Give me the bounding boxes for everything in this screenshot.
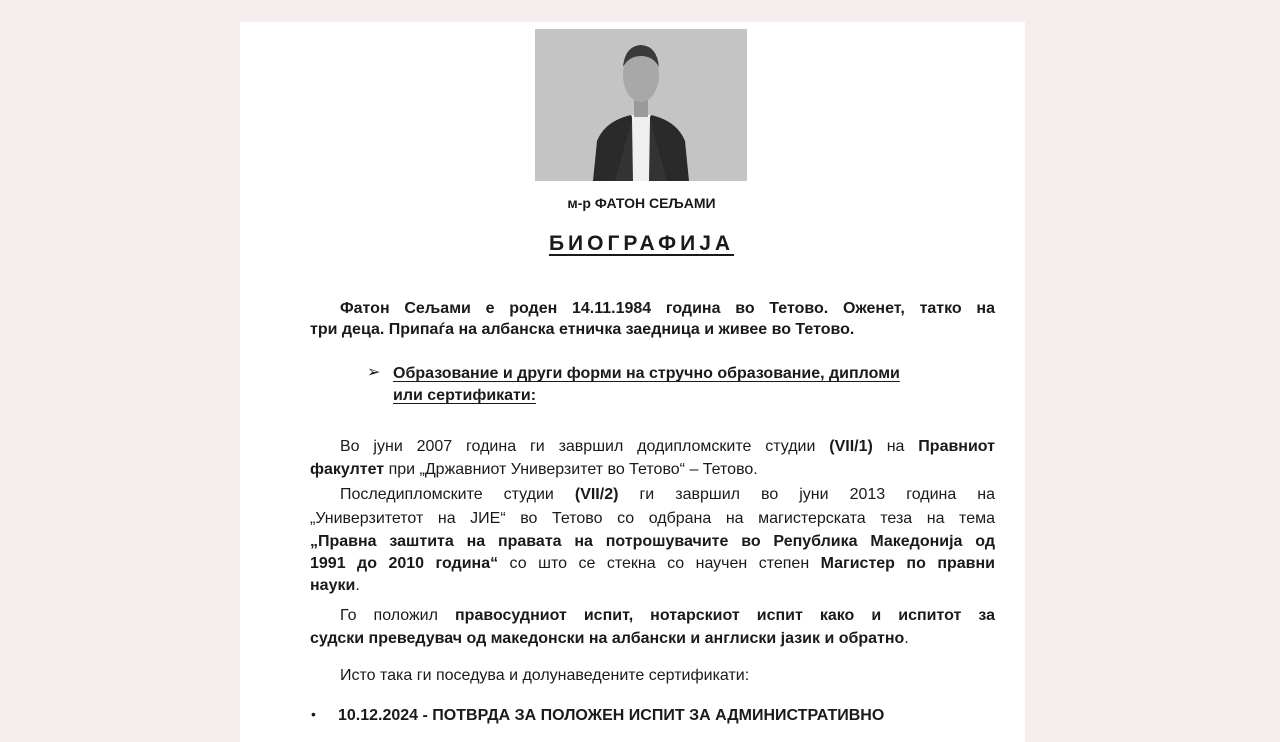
para1-line-2: факултет при „Државниот Универзитет во Тетово“ – Тетово. [310, 461, 758, 478]
document-title: БИОГРАФИЈА [548, 232, 735, 255]
para1-line-1: Во јуни 2007 година ги завршил додипломските студии (VII/1) на Правниот [340, 438, 996, 455]
document-page [240, 22, 1025, 742]
section-heading-line-1: Образование и други форми на стручно образование, дипломи [393, 365, 900, 382]
section-heading-line-2: или сертификати: [393, 387, 537, 404]
para2-line-2: „Универзитетот на ЈИЕ“ во Тетово со одбрана на магистерската теза на тема [310, 510, 995, 527]
portrait-photo [535, 29, 747, 181]
person-name-caption: м-р ФАТОН СЕЉАМИ [567, 195, 716, 211]
para2-line-4: 1991 до 2010 година“ со што се стекна со научен степен Магистер по правни [310, 555, 995, 572]
certificate-item-1: 10.12.2024 - ПОТВРДА ЗА ПОЛОЖЕН ИСПИТ ЗА АДМИНИСТРАТИВНО [338, 707, 885, 724]
para2-line-1: Последипломските студии (VII/2) ги завршил во јуни 2013 година на [340, 486, 996, 503]
para2-line-5: науки. [310, 577, 360, 594]
para2-line-3: „Правна заштита на правата на потрошувачите во Република Македонија од [310, 533, 995, 550]
section-arrow-icon: ➢ [367, 364, 381, 381]
para3-line-1: Го положил правосудниот испит, нотарскиот испит како и испитот за [340, 607, 995, 624]
intro-line-1: Фатон Сељами е роден 14.11.1984 година во Тетово. Оженет, татко на [340, 300, 995, 317]
bullet-icon: • [311, 706, 316, 722]
para4-line-1: Исто така ги поседува и долунаведените сертификати: [340, 667, 750, 684]
para3-line-2: судски преведувач од македонски на албански и англиски јазик и обратно. [310, 630, 909, 647]
intro-line-2: три деца. Припаѓа на албанска етничка заедница и живее во Тетово. [310, 321, 855, 338]
